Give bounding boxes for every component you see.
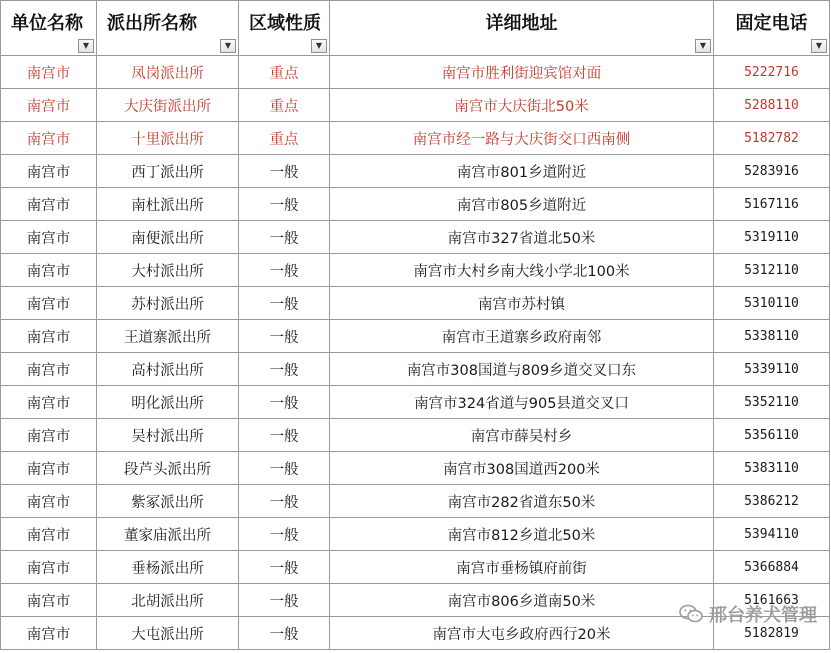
cell-area-nature[interactable]: 一般 <box>239 584 330 617</box>
cell-phone[interactable]: 5356110 <box>714 419 830 452</box>
table-row[interactable] <box>1 551 830 584</box>
table-row[interactable] <box>1 419 830 452</box>
cell-unit-name[interactable]: 南宫市 <box>1 617 97 650</box>
cell-station-name[interactable]: 南便派出所 <box>97 221 239 254</box>
cell-area-nature[interactable]: 一般 <box>239 287 330 320</box>
cell-unit-name[interactable]: 南宫市 <box>1 254 97 287</box>
cell-unit-name[interactable]: 南宫市 <box>1 584 97 617</box>
table-row[interactable] <box>1 485 830 518</box>
cell-station-name[interactable]: 苏村派出所 <box>97 287 239 320</box>
table-row[interactable] <box>1 518 830 551</box>
cell-phone[interactable]: 5288110 <box>714 89 830 122</box>
cell-address[interactable]: 南宫市282省道东50米 <box>330 485 714 518</box>
cell-unit-name[interactable]: 南宫市 <box>1 452 97 485</box>
header-unit-name <box>1 1 97 56</box>
cell-address[interactable]: 南宫市胜利街迎宾馆对面 <box>330 56 714 89</box>
cell-address[interactable]: 南宫市308国道与809乡道交叉口东 <box>330 353 714 386</box>
table-row[interactable] <box>1 386 830 419</box>
cell-phone[interactable]: 5366884 <box>714 551 830 584</box>
cell-unit-name[interactable]: 南宫市 <box>1 221 97 254</box>
cell-area-nature[interactable]: 一般 <box>239 485 330 518</box>
cell-unit-name[interactable]: 南宫市 <box>1 419 97 452</box>
cell-area-nature[interactable]: 重点 <box>239 56 330 89</box>
cell-address[interactable]: 南宫市327省道北50米 <box>330 221 714 254</box>
cell-phone[interactable]: 5283916 <box>714 155 830 188</box>
cell-address[interactable]: 南宫市大屯乡政府西行20米 <box>330 617 714 650</box>
cell-phone[interactable]: 5222716 <box>714 56 830 89</box>
cell-station-name[interactable]: 南杜派出所 <box>97 188 239 221</box>
cell-area-nature[interactable]: 一般 <box>239 254 330 287</box>
header-address <box>330 1 714 56</box>
cell-station-name[interactable]: 十里派出所 <box>97 122 239 155</box>
cell-address[interactable]: 南宫市经一路与大庆街交口西南侧 <box>330 122 714 155</box>
cell-unit-name[interactable]: 南宫市 <box>1 155 97 188</box>
cell-area-nature[interactable]: 一般 <box>239 551 330 584</box>
cell-address[interactable]: 南宫市812乡道北50米 <box>330 518 714 551</box>
cell-area-nature[interactable]: 一般 <box>239 452 330 485</box>
cell-area-nature[interactable]: 一般 <box>239 353 330 386</box>
cell-station-name[interactable]: 段芦头派出所 <box>97 452 239 485</box>
cell-phone[interactable]: 5182819 <box>714 617 830 650</box>
cell-unit-name[interactable]: 南宫市 <box>1 485 97 518</box>
table-row[interactable] <box>1 155 830 188</box>
table-row[interactable] <box>1 353 830 386</box>
cell-address[interactable]: 南宫市324省道与905县道交叉口 <box>330 386 714 419</box>
cell-address[interactable]: 南宫市308国道西200米 <box>330 452 714 485</box>
cell-area-nature[interactable]: 一般 <box>239 617 330 650</box>
watermark-text: 邢台养犬管理 <box>709 605 817 626</box>
header-phone <box>714 1 830 56</box>
cell-station-name[interactable]: 西丁派出所 <box>97 155 239 188</box>
cell-station-name[interactable]: 大庆街派出所 <box>97 89 239 122</box>
header-area-nature <box>239 1 330 56</box>
cell-area-nature[interactable]: 一般 <box>239 419 330 452</box>
cell-phone[interactable]: 5167116 <box>714 188 830 221</box>
cell-phone[interactable]: 5312110 <box>714 254 830 287</box>
table-row[interactable] <box>1 56 830 89</box>
cell-unit-name[interactable]: 南宫市 <box>1 56 97 89</box>
cell-area-nature[interactable]: 重点 <box>239 122 330 155</box>
table-row[interactable] <box>1 89 830 122</box>
cell-address[interactable]: 南宫市薛吴村乡 <box>330 419 714 452</box>
cell-phone[interactable]: 5386212 <box>714 485 830 518</box>
cell-phone[interactable]: 5161663 <box>714 584 830 617</box>
cell-phone[interactable]: 5383110 <box>714 452 830 485</box>
cell-phone[interactable]: 5182782 <box>714 122 830 155</box>
cell-station-name[interactable]: 北胡派出所 <box>97 584 239 617</box>
cell-station-name[interactable]: 大村派出所 <box>97 254 239 287</box>
cell-station-name[interactable]: 凤岗派出所 <box>97 56 239 89</box>
cell-address[interactable]: 南宫市大庆街北50米 <box>330 89 714 122</box>
header-station-name-label: 派出所名称 <box>107 13 197 34</box>
header-address-label: 详细地址 <box>485 13 558 34</box>
cell-area-nature[interactable]: 一般 <box>239 386 330 419</box>
cell-address[interactable]: 南宫市王道寨乡政府南邻 <box>330 320 714 353</box>
cell-address[interactable]: 南宫市806乡道南50米 <box>330 584 714 617</box>
table-row[interactable] <box>1 188 830 221</box>
cell-station-name[interactable]: 明化派出所 <box>97 386 239 419</box>
filter-dropdown-icon[interactable]: ▼ <box>695 39 711 53</box>
cell-unit-name[interactable]: 南宫市 <box>1 386 97 419</box>
cell-phone[interactable]: 5310110 <box>714 287 830 320</box>
filter-active-icon[interactable]: ▼ <box>78 39 94 53</box>
table-row[interactable] <box>1 320 830 353</box>
table-body <box>1 56 830 650</box>
cell-address[interactable]: 南宫市801乡道附近 <box>330 155 714 188</box>
header-area-nature-label: 区域性质 <box>249 13 321 34</box>
cell-station-name[interactable]: 高村派出所 <box>97 353 239 386</box>
cell-unit-name[interactable]: 南宫市 <box>1 518 97 551</box>
cell-station-name[interactable]: 大屯派出所 <box>97 617 239 650</box>
header-phone-label: 固定电话 <box>735 13 808 34</box>
table-row[interactable] <box>1 221 830 254</box>
filter-dropdown-icon[interactable]: ▼ <box>811 39 827 53</box>
table-row[interactable] <box>1 254 830 287</box>
cell-phone[interactable]: 5394110 <box>714 518 830 551</box>
cell-station-name[interactable]: 吴村派出所 <box>97 419 239 452</box>
cell-address[interactable]: 南宫市苏村镇 <box>330 287 714 320</box>
cell-unit-name[interactable]: 南宫市 <box>1 353 97 386</box>
cell-phone[interactable]: 5319110 <box>714 221 830 254</box>
cell-unit-name[interactable]: 南宫市 <box>1 320 97 353</box>
header-station-name <box>97 1 239 56</box>
header-row <box>1 1 830 56</box>
cell-address[interactable]: 南宫市垂杨镇府前街 <box>330 551 714 584</box>
cell-unit-name[interactable]: 南宫市 <box>1 122 97 155</box>
wechat-icon <box>679 604 703 624</box>
cell-phone[interactable]: 5352110 <box>714 386 830 419</box>
filter-dropdown-icon[interactable]: ▼ <box>220 39 236 53</box>
cell-unit-name[interactable]: 南宫市 <box>1 551 97 584</box>
watermark <box>679 601 817 627</box>
header-unit-name-label: 单位名称 <box>11 13 83 34</box>
cell-address[interactable]: 南宫市大村乡南大线小学北100米 <box>330 254 714 287</box>
cell-unit-name[interactable]: 南宫市 <box>1 89 97 122</box>
cell-phone[interactable]: 5339110 <box>714 353 830 386</box>
cell-station-name[interactable]: 董家庙派出所 <box>97 518 239 551</box>
cell-area-nature[interactable]: 重点 <box>239 89 330 122</box>
cell-area-nature[interactable]: 一般 <box>239 518 330 551</box>
table-row[interactable] <box>1 122 830 155</box>
cell-area-nature[interactable]: 一般 <box>239 155 330 188</box>
cell-station-name[interactable]: 垂杨派出所 <box>97 551 239 584</box>
cell-station-name[interactable]: 王道寨派出所 <box>97 320 239 353</box>
cell-unit-name[interactable]: 南宫市 <box>1 287 97 320</box>
cell-address[interactable]: 南宫市805乡道附近 <box>330 188 714 221</box>
table-row[interactable] <box>1 287 830 320</box>
cell-station-name[interactable]: 紫冢派出所 <box>97 485 239 518</box>
cell-area-nature[interactable]: 一般 <box>239 221 330 254</box>
cell-unit-name[interactable]: 南宫市 <box>1 188 97 221</box>
filter-dropdown-icon[interactable]: ▼ <box>311 39 327 53</box>
cell-area-nature[interactable]: 一般 <box>239 188 330 221</box>
table-row[interactable] <box>1 452 830 485</box>
cell-phone[interactable]: 5338110 <box>714 320 830 353</box>
cell-area-nature[interactable]: 一般 <box>239 320 330 353</box>
